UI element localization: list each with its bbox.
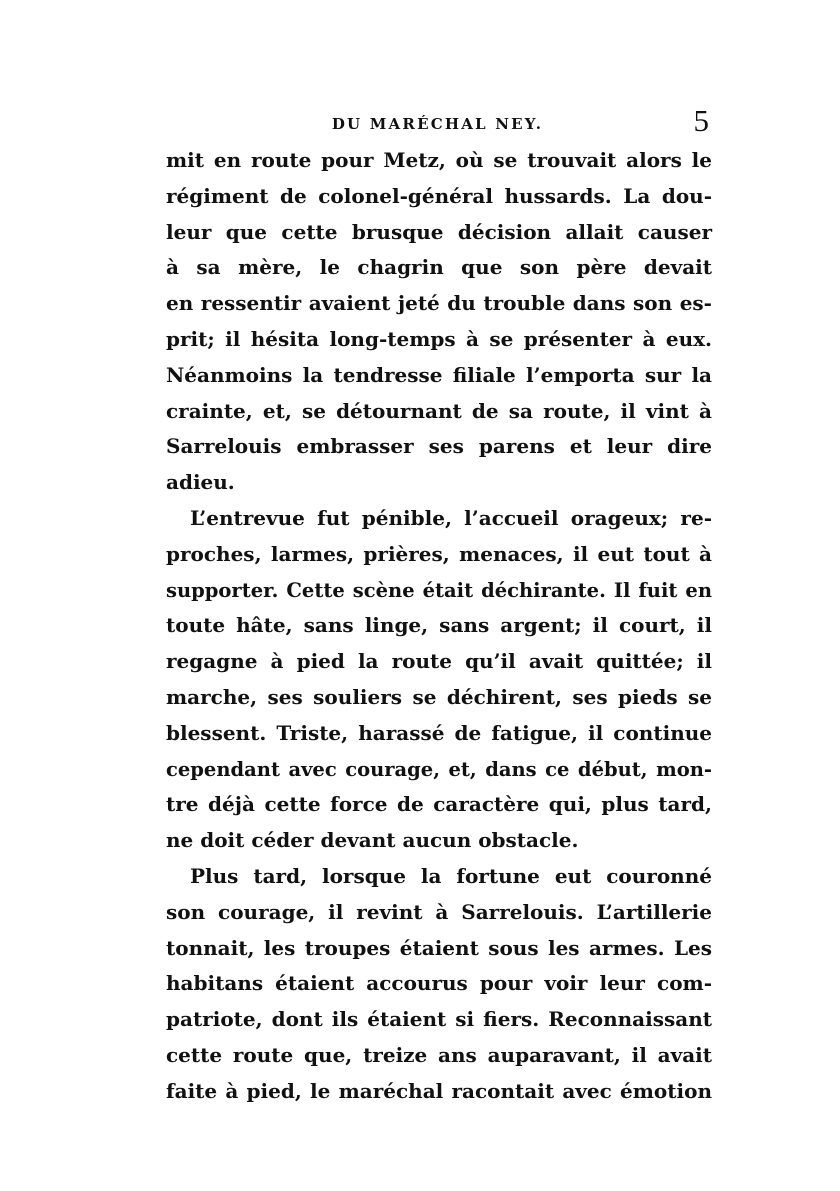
text-line: mit en route pour Metz, où se trouvait alors le: [166, 148, 712, 172]
text-line: ne doit céder devant aucun obstacle.: [166, 828, 579, 853]
page-number: 5: [693, 103, 709, 138]
text-line: blessent. Triste, harassé de fatigue, il continue: [166, 720, 712, 745]
text-line: adieu.: [166, 470, 235, 495]
paragraph-1: [166, 143, 712, 501]
text-line: Sarrelouis embrasser ses parens et leur dire: [166, 434, 712, 459]
text-line: à sa mère, le chagrin que son père devait: [166, 255, 712, 280]
text-line: Néanmoins la tendresse filiale l’emporta sur la: [166, 362, 712, 387]
text-line: toute hâte, sans linge, sans argent; il court, il: [166, 613, 712, 638]
paragraph-2: [166, 501, 712, 859]
body-text: [166, 143, 712, 1110]
text-line: L’entrevue fut pénible, l’accueil orageux; re-: [190, 505, 712, 530]
running-head: [160, 103, 715, 143]
text-line: tre déjà cette force de caractère qui, plus tard,: [166, 792, 712, 817]
text-line: patriote, dont ils étaient si fiers. Reconnaissant: [166, 1007, 712, 1032]
text-line: Plus tard, lorsque la fortune eut couronné: [190, 863, 712, 888]
text-line: marche, ses souliers se déchirent, ses pieds se: [166, 684, 712, 709]
text-line: prit; il hésita long-temps à se présenter à eux.: [166, 326, 712, 351]
paragraph-3: [166, 859, 712, 1110]
text-line: tonnait, les troupes étaient sous les armes. Les: [166, 935, 712, 960]
text-line: regagne à pied la route qu’il avait quittée; il: [166, 649, 712, 674]
text-line: cette route que, treize ans auparavant, il avait: [166, 1042, 712, 1067]
text-line: supporter. Cette scène était déchirante. Il fuit en: [166, 578, 712, 602]
text-line: faite à pied, le maréchal racontait avec émotion: [166, 1078, 712, 1103]
text-line: régiment de colonel-général hussards. La dou-: [166, 183, 712, 208]
text-line: proches, larmes, prières, menaces, il eut tout à: [166, 541, 712, 566]
text-line: en ressentir avaient jeté du trouble dans son es-: [166, 291, 712, 316]
running-title: DU MARÉCHAL NEY.: [331, 115, 544, 133]
text-line: leur que cette brusque décision allait causer: [166, 219, 712, 244]
text-line: son courage, il revint à Sarrelouis. L’artillerie: [166, 899, 712, 924]
text-line: cependant avec courage, et, dans ce début, mon-: [166, 757, 712, 781]
text-line: habitans étaient accourus pour voir leur com-: [166, 971, 712, 996]
text-line: crainte, et, se détournant de sa route, il vint à: [166, 398, 712, 423]
